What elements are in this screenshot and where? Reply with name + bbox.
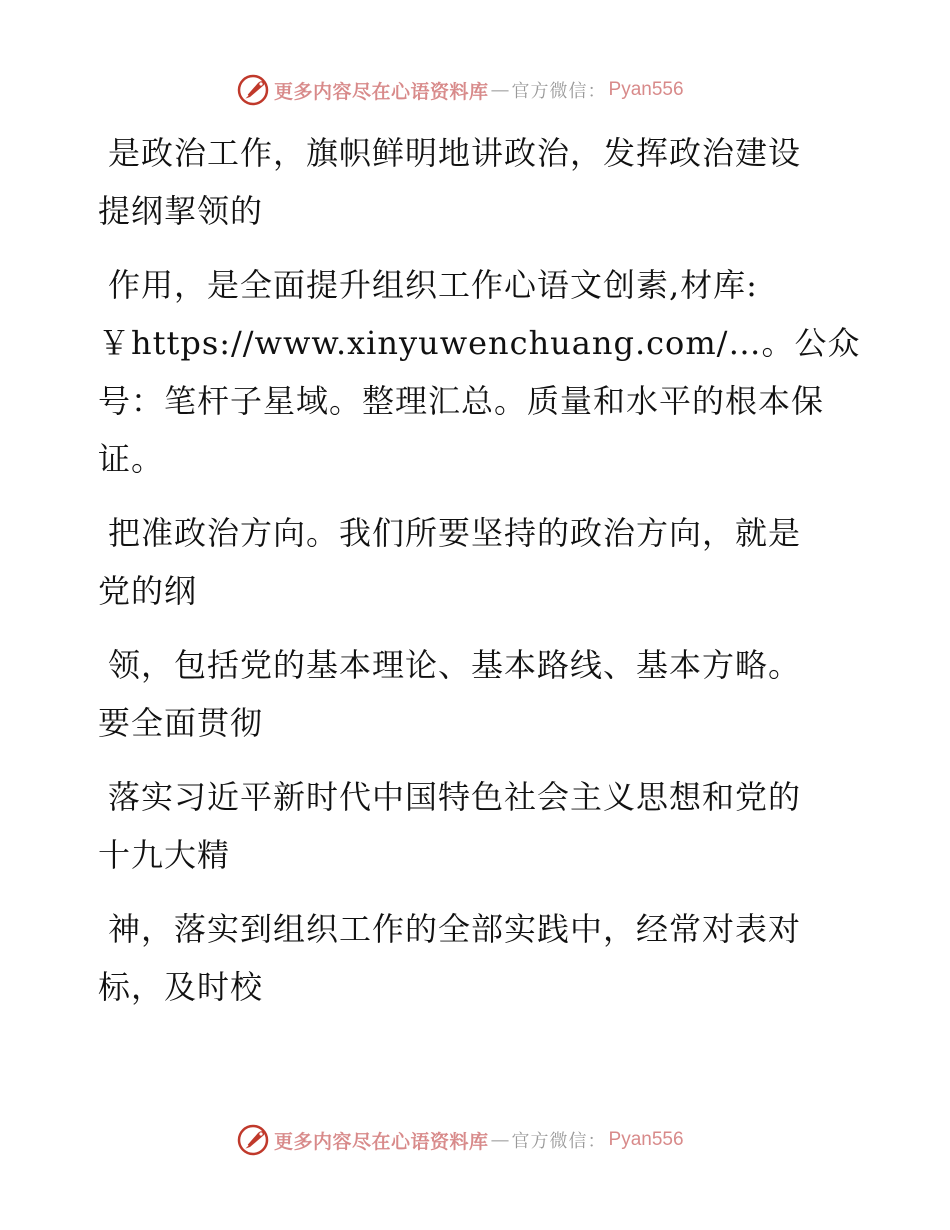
text-line: 作用，是全面提升组织工作心语文创素,材库:: [108, 266, 758, 304]
text-line: 十九大精: [98, 836, 231, 874]
watermark-text: 更多内容尽在心语资料库: [274, 1130, 489, 1153]
feather-pen-logo-icon: [236, 73, 270, 107]
paragraph: [98, 256, 861, 488]
text-line: 标，及时校: [98, 968, 264, 1006]
text-line: ￥https://www.xinyuwenchuang.com/…。公众: [98, 324, 861, 362]
paragraph: [98, 768, 858, 884]
paragraph: [98, 900, 858, 1016]
text-line: 党的纲: [98, 572, 198, 610]
header-watermark: [236, 72, 684, 108]
watermark-wechat-label: 官方微信：: [511, 81, 607, 102]
watermark-text: 更多内容尽在心语资料库: [274, 80, 489, 103]
watermark-separator: —: [490, 79, 510, 101]
text-line: 提纲挈领的: [98, 192, 264, 230]
paragraph: [98, 504, 858, 620]
watermark-separator: —: [490, 1129, 510, 1151]
footer-watermark: [236, 1122, 684, 1158]
watermark-wechat-id: Pyan556: [608, 79, 684, 100]
feather-pen-logo-icon: [236, 1123, 270, 1157]
text-line: 神，落实到组织工作的全部实践中，经常对表对: [108, 910, 802, 948]
text-line: 把准政治方向。我们所要坚持的政治方向，就是: [108, 514, 802, 552]
watermark-wechat-id: Pyan556: [608, 1129, 684, 1150]
text-line: 要全面贯彻: [98, 704, 264, 742]
text-line: 落实习近平新时代中国特色社会主义思想和党的: [108, 778, 802, 816]
text-line: 证。: [98, 440, 165, 478]
text-line: 领，包括党的基本理论、基本路线、基本方略。: [108, 646, 802, 684]
text-line: 号：笔杆子星域。整理汇总。质量和水平的根本保: [98, 382, 825, 420]
document-body: [98, 124, 861, 1032]
watermark-wechat-label: 官方微信：: [511, 1131, 607, 1152]
text-line: 是政治工作，旗帜鲜明地讲政治，发挥政治建设: [108, 134, 802, 172]
paragraph: [98, 124, 858, 240]
paragraph: [98, 636, 858, 752]
